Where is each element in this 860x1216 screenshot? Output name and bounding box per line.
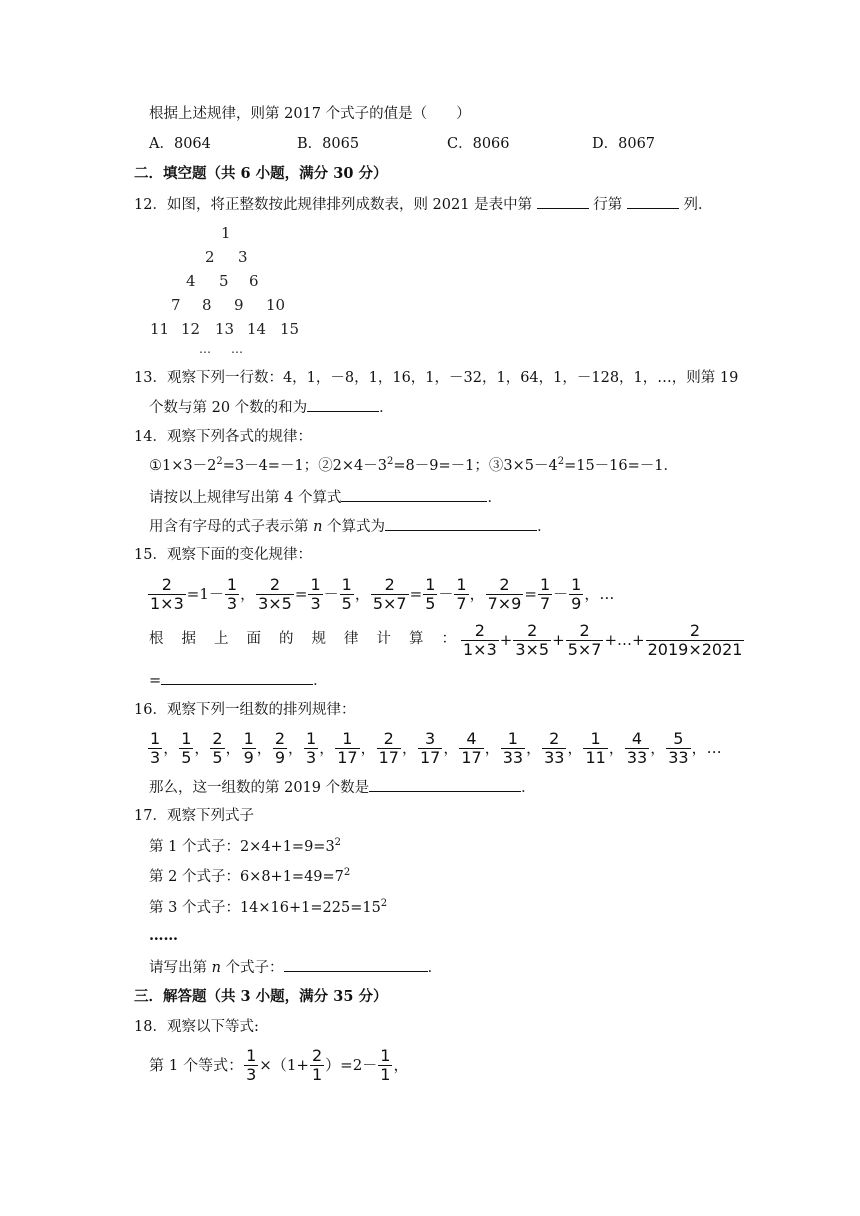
fraction — [666, 730, 690, 767]
frac-num: 1 — [150, 728, 161, 748]
ellipsis: … — [599, 585, 615, 603]
fraction — [377, 730, 401, 767]
frac-num: 4 — [625, 730, 649, 749]
frac-den: 1 — [311, 1064, 323, 1084]
tri-num: 10 — [266, 296, 286, 314]
op: ， — [288, 739, 304, 757]
frac-num: 2 — [513, 622, 551, 641]
op: ， — [608, 739, 624, 757]
tri-num: 1 — [221, 224, 231, 242]
frac-den: 3 — [150, 747, 161, 767]
frac-num: 1 — [341, 574, 352, 594]
q17-line2 — [149, 867, 350, 887]
frac-num: 1 — [243, 728, 254, 748]
q11-option-a: A．8064 — [149, 136, 211, 152]
fraction — [308, 576, 322, 613]
fraction — [304, 730, 318, 767]
fraction — [335, 730, 359, 767]
tri-num: 4 — [186, 272, 196, 290]
op: ， — [469, 585, 485, 603]
frac-num: 1 — [306, 728, 317, 748]
frac-num: 2 — [377, 730, 401, 749]
fraction — [256, 576, 294, 613]
q14-eq2-b: =8－9=－1； — [393, 458, 489, 474]
frac-den: 3 — [246, 1064, 257, 1084]
op: － — [553, 585, 569, 603]
q14-line3-b: 个算式为 — [322, 519, 386, 535]
frac-den: 1×3 — [150, 593, 184, 613]
q17-title: 17．观察下列式子 — [134, 808, 254, 824]
fraction — [148, 576, 186, 613]
q12-blank-col — [627, 194, 679, 209]
q16-line2 — [149, 777, 536, 798]
frac-den: 5 — [425, 593, 436, 613]
frac-den: 5×7 — [372, 593, 407, 613]
op: ， — [256, 739, 272, 757]
q18-line1 — [149, 1045, 408, 1085]
fraction — [538, 576, 552, 613]
tri-num: 8 — [202, 296, 212, 314]
op: = — [409, 585, 423, 603]
tri-num: 13 — [215, 320, 235, 338]
q13-blank — [307, 397, 379, 412]
op: ， — [584, 585, 600, 603]
fraction — [242, 730, 256, 767]
frac-den: 9 — [571, 593, 582, 613]
frac-den: 17 — [461, 747, 482, 767]
tri-ellipsis: … — [231, 342, 243, 356]
fraction — [461, 622, 499, 659]
frac-den: 9 — [274, 747, 285, 767]
frac-num: 1 — [456, 574, 467, 594]
tri-num: 9 — [234, 296, 244, 314]
q14-line3-a: 用含有字母的式子表示第 — [149, 519, 314, 535]
q14-eq1-b: =3－4=－1； — [222, 458, 319, 474]
q14-period: ． — [537, 519, 552, 535]
frac-num: 1 — [380, 1045, 391, 1065]
frac-den: 33 — [668, 747, 689, 767]
fraction — [340, 576, 354, 613]
q14-eq3-b: =15－16=－1． — [564, 458, 679, 474]
tri-num: 5 — [219, 272, 229, 290]
frac-num: 5 — [666, 730, 690, 749]
tri-num: 7 — [171, 296, 181, 314]
q14-eq3: ③3×5－4 — [488, 458, 558, 474]
frac-num: 1 — [539, 574, 551, 594]
frac-den: 33 — [626, 747, 648, 767]
fraction — [418, 730, 442, 767]
op: = — [524, 585, 537, 603]
frac-num: 1 — [501, 730, 525, 749]
tri-num: 3 — [238, 248, 248, 266]
tri-num: 11 — [150, 320, 170, 338]
op: =1－ — [186, 585, 224, 603]
tri-num: 2 — [205, 248, 215, 266]
fraction — [148, 730, 162, 767]
frac-num: 1 — [181, 728, 192, 748]
section-2-heading: 二．填空题（共 6 小题，满分 30 分） — [134, 165, 388, 182]
op: ， — [567, 739, 583, 757]
q15-row2-label — [149, 629, 474, 649]
q15-period: ． — [313, 673, 328, 689]
fraction — [225, 576, 239, 613]
op: ， — [691, 739, 707, 757]
q14-line2 — [149, 487, 502, 508]
q12-blank-row — [537, 194, 589, 209]
q18-label: 第 1 个等式： — [149, 1056, 244, 1074]
q13-line1: 13．观察下列一行数：4，1，－8，1，16，1，－32，1，64，1，－128，1，…，则第 19 — [134, 370, 739, 386]
tri-num: 15 — [280, 320, 300, 338]
q15-title: 15．观察下面的变化规律： — [134, 547, 312, 563]
q13-line2 — [149, 397, 394, 418]
op: ， — [354, 585, 370, 603]
q12-text-a: 12．如图，将正整数按此规律排列成数表，则 2021 是表中第 — [134, 197, 533, 213]
frac-den: 3 — [310, 593, 321, 613]
op: ， — [240, 585, 256, 603]
op: ）=2－ — [325, 1056, 378, 1074]
q17-l2: 第 2 个式子：6×8+1=49=7 — [149, 869, 344, 885]
fraction — [310, 1047, 324, 1084]
q14-eq2: ②2×4－3 — [318, 458, 388, 474]
q17-exp: 2 — [334, 837, 342, 848]
fraction — [423, 576, 437, 613]
frac-den: 17 — [419, 747, 441, 767]
q17-line3 — [149, 898, 387, 918]
op: + — [552, 631, 565, 649]
frac-den: 7×9 — [487, 593, 522, 613]
q11-option-d: D．8067 — [592, 136, 656, 152]
fraction — [459, 730, 483, 767]
frac-num: 2 — [311, 1045, 323, 1065]
frac-num: 4 — [459, 730, 483, 749]
frac-num: 2 — [256, 576, 294, 595]
q11-option-c: C．8066 — [447, 136, 510, 152]
frac-num: 3 — [418, 730, 442, 749]
op: ， — [484, 739, 500, 757]
fraction — [569, 576, 583, 613]
frac-den: 5 — [181, 747, 192, 767]
fraction — [542, 730, 566, 767]
frac-num: 2 — [148, 576, 186, 595]
op: ， — [393, 1056, 409, 1074]
tri-num: 12 — [181, 320, 201, 338]
frac-num: 1 — [246, 1045, 257, 1065]
q17-l4-a: 请写出第 — [149, 960, 212, 976]
frac-den: 3 — [226, 593, 238, 613]
q17-line1 — [149, 837, 341, 857]
fraction — [566, 622, 604, 659]
q16-title: 16．观察下列一组数的排列规律： — [134, 702, 356, 718]
frac-num: 1 — [425, 574, 436, 594]
q12-text-c: 列． — [683, 197, 713, 213]
frac-num: 2 — [371, 576, 409, 595]
q15-blank — [161, 670, 313, 685]
q14-exp: 2 — [387, 456, 394, 467]
frac-den: 9 — [243, 747, 254, 767]
tri-num: 6 — [249, 272, 259, 290]
fraction — [210, 730, 224, 767]
section-3-heading: 三．解答题（共 3 小题，满分 35 分） — [134, 988, 388, 1005]
op: +…+ — [604, 631, 645, 649]
frac-den: 17 — [378, 747, 399, 767]
q18-title: 18．观察以下等式: — [134, 1019, 259, 1035]
op: ， — [443, 739, 459, 757]
frac-den: 3×5 — [515, 639, 550, 659]
frac-den: 5 — [341, 593, 352, 613]
q14-blank-2 — [385, 516, 537, 531]
frac-den: 5×7 — [567, 639, 602, 659]
op: + — [499, 631, 513, 649]
q17-line4 — [149, 957, 442, 978]
fraction — [454, 576, 468, 613]
q14-exp: 2 — [216, 456, 223, 467]
frac-den: 1×3 — [463, 639, 497, 659]
fraction — [371, 576, 409, 613]
frac-den: 17 — [337, 747, 358, 767]
q17-l3: 第 3 个式子：14×16+1=225=15 — [149, 900, 381, 916]
fraction — [244, 1047, 258, 1084]
frac-den: 7 — [456, 593, 467, 613]
fraction — [513, 622, 551, 659]
q16-blank — [369, 777, 521, 792]
q17-period: ． — [427, 960, 443, 976]
q17-dots: …… — [149, 927, 178, 944]
q16-period: ． — [521, 780, 536, 796]
frac-den: 5 — [212, 747, 223, 767]
q14-exp: 2 — [557, 456, 565, 467]
op: = — [294, 585, 308, 603]
op: － — [323, 585, 339, 603]
op: ， — [319, 739, 335, 757]
frac-num: 1 — [335, 730, 359, 749]
op: ， — [650, 739, 666, 757]
q15-row3 — [149, 670, 328, 691]
frac-num: 1 — [571, 574, 582, 594]
q17-exp: 2 — [380, 898, 388, 909]
op: ， — [163, 739, 179, 757]
q17-l4-b: 个式子： — [220, 960, 284, 976]
fraction — [501, 730, 525, 767]
q15-row2-expr — [460, 620, 745, 660]
q17-exp: 2 — [343, 867, 351, 878]
q11-question-line: 根据上述规律，则第 2017 个式子的值是（ ） — [149, 106, 471, 122]
frac-num: 1 — [583, 730, 607, 749]
op: ， — [225, 739, 241, 757]
q17-blank — [284, 957, 428, 972]
frac-den: 1 — [380, 1064, 391, 1084]
fraction — [179, 730, 193, 767]
q12-text — [134, 194, 713, 215]
op: ×（1+ — [259, 1056, 309, 1074]
q17-var-n: n — [211, 960, 221, 976]
frac-den: 3 — [306, 747, 317, 767]
frac-num: 1 — [226, 574, 238, 594]
q16-line2-text: 那么，这一组数的第 2019 个数是 — [149, 780, 370, 796]
frac-den: 33 — [544, 747, 565, 767]
frac-den: 3×5 — [258, 593, 292, 613]
q16-sequence — [147, 728, 722, 768]
fraction — [583, 730, 607, 767]
q14-examples — [149, 456, 678, 476]
q14-line2-text: 请按以上规律写出第 4 个算式 — [149, 490, 342, 506]
q14-title: 14．观察下列各式的规律： — [134, 429, 312, 445]
frac-num: 2 — [542, 730, 566, 749]
frac-den: 33 — [502, 747, 524, 767]
op: ， — [401, 739, 417, 757]
fraction — [625, 730, 649, 767]
ellipsis: … — [706, 739, 722, 757]
op: ， — [194, 739, 210, 757]
fraction — [646, 622, 745, 659]
frac-den: 2019×2021 — [647, 639, 743, 659]
q15-eq-sign: = — [149, 673, 162, 689]
frac-num: 2 — [274, 728, 285, 748]
q14-eq1: ①1×3－2 — [149, 458, 217, 474]
q15-row1 — [147, 574, 614, 614]
q15-row2-text: 根据上面的规律计算： — [149, 631, 474, 647]
op: － — [438, 585, 454, 603]
frac-num: 2 — [646, 622, 745, 641]
frac-num: 2 — [461, 622, 499, 641]
q14-blank-1 — [341, 487, 487, 502]
q14-line3 — [149, 516, 552, 537]
op: ， — [526, 739, 542, 757]
fraction — [273, 730, 287, 767]
q13-period: ． — [379, 400, 394, 416]
op: ， — [360, 739, 376, 757]
frac-num: 2 — [212, 728, 223, 748]
frac-den: 7 — [539, 593, 551, 613]
tri-num: 14 — [247, 320, 267, 338]
q11-option-b: B．8065 — [297, 136, 360, 152]
fraction — [378, 1047, 392, 1084]
q12-text-b: 行第 — [593, 197, 623, 213]
frac-den: 11 — [585, 747, 606, 767]
tri-ellipsis: … — [199, 342, 211, 356]
frac-num: 2 — [486, 576, 524, 595]
q17-l1: 第 1 个式子：2×4+1=9=3 — [149, 839, 335, 855]
q14-period: ． — [487, 490, 502, 506]
fraction — [486, 576, 524, 613]
frac-num: 2 — [566, 622, 604, 641]
frac-num: 1 — [310, 574, 321, 594]
q14-var-n: n — [313, 519, 323, 535]
q13-text: 个数与第 20 个数的和为 — [149, 400, 308, 416]
